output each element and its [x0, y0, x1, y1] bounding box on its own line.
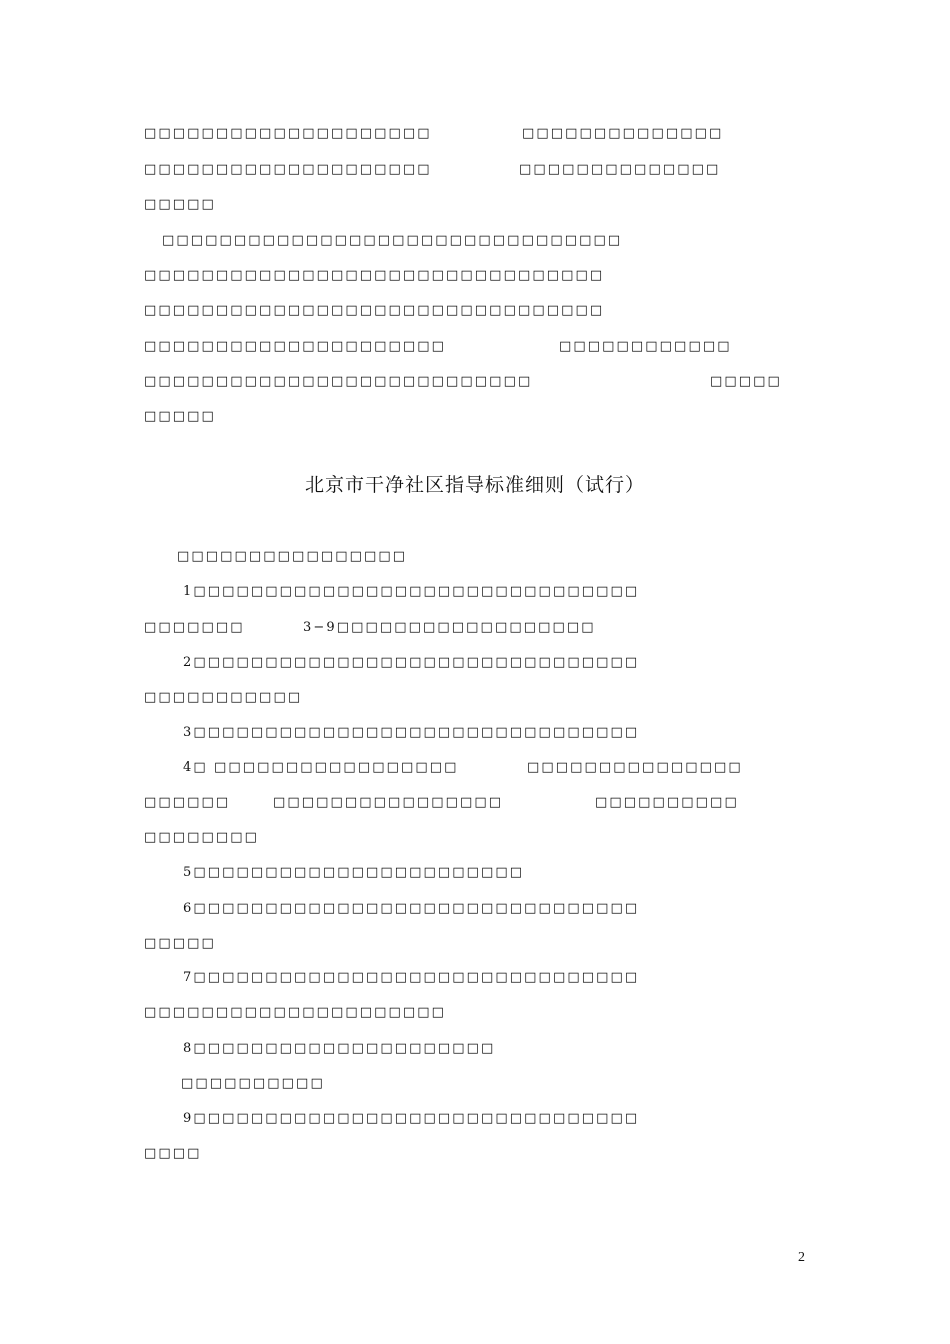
paragraph-line: □□□□□□□□□□□□□□□□□□□□□□□□□□□□□□□□	[144, 303, 605, 318]
page-number: 2	[798, 1250, 805, 1265]
list-item: □□□□□□□□	[144, 830, 260, 845]
paragraph-line: □□□□□□□□□□□□	[559, 339, 732, 354]
paragraph-line: □□□□□□□□□□□□□□	[522, 126, 724, 141]
paragraph-line: □□□□□□□□□□□□□□□□□□□□□□□□□□□□□□□□	[144, 268, 605, 283]
paragraph-line: □□□□□□□□□□□□□□□□□□□□□□□□□□□□□□□□	[162, 233, 623, 248]
list-item: □□□□□□□□□□□□□□□	[527, 760, 743, 775]
paragraph-line: □□□□□	[144, 409, 216, 424]
list-item: 2□□□□□□□□□□□□□□□□□□□□□□□□□□□□□□□	[183, 655, 640, 670]
paragraph-line: □□□□□□□□□□□□□□□□□□□□	[144, 126, 432, 141]
list-item: 1□□□□□□□□□□□□□□□□□□□□□□□□□□□□□□□	[183, 584, 640, 599]
paragraph-line: □□□□□□□□□□□□□□□□□□□□□	[144, 339, 447, 354]
list-item: 3□□□□□□□□□□□□□□□□□□□□□□□□□□□□□□□	[183, 725, 640, 740]
list-item: 7□□□□□□□□□□□□□□□□□□□□□□□□□□□□□□□	[183, 970, 640, 985]
list-item: □□□□□□□□□□□□□□□□□□□□□	[144, 1005, 447, 1020]
list-item: □□□□□□□□□□	[595, 795, 739, 810]
paragraph-line: □□□□□□□□□□□□□□□□□□□□	[144, 162, 432, 177]
list-item: □□□□□	[144, 936, 216, 951]
list-item: 3−9□□□□□□□□□□□□□□□□□□	[303, 620, 596, 635]
list-item: □□□□□□	[144, 795, 231, 810]
list-item: □□□□□□□	[144, 620, 245, 635]
list-item: 5□□□□□□□□□□□□□□□□□□□□□□□	[183, 865, 525, 880]
paragraph-line: □□□□□□□□□□□□□□	[519, 162, 721, 177]
list-item: 4□ □□□□□□□□□□□□□□□□□	[183, 760, 459, 775]
list-item: □□□□□□□□□□□□□□□□	[273, 795, 504, 810]
list-item: □□□□	[144, 1146, 202, 1161]
list-item: □□□□□□□□□□	[181, 1076, 325, 1091]
list-item: 6□□□□□□□□□□□□□□□□□□□□□□□□□□□□□□□	[183, 901, 640, 916]
paragraph-line: □□□□□	[710, 374, 782, 389]
document-title: 北京市干净社区指导标准细则（试行）	[304, 474, 645, 496]
section-heading: □□□□□□□□□□□□□□□□	[177, 549, 408, 564]
list-item: 9□□□□□□□□□□□□□□□□□□□□□□□□□□□□□□□	[183, 1111, 640, 1126]
paragraph-line: □□□□□□□□□□□□□□□□□□□□□□□□□□□	[144, 374, 533, 389]
list-item: 8□□□□□□□□□□□□□□□□□□□□□	[183, 1041, 496, 1056]
list-item: □□□□□□□□□□□	[144, 690, 303, 705]
paragraph-line: □□□□□	[144, 197, 216, 212]
